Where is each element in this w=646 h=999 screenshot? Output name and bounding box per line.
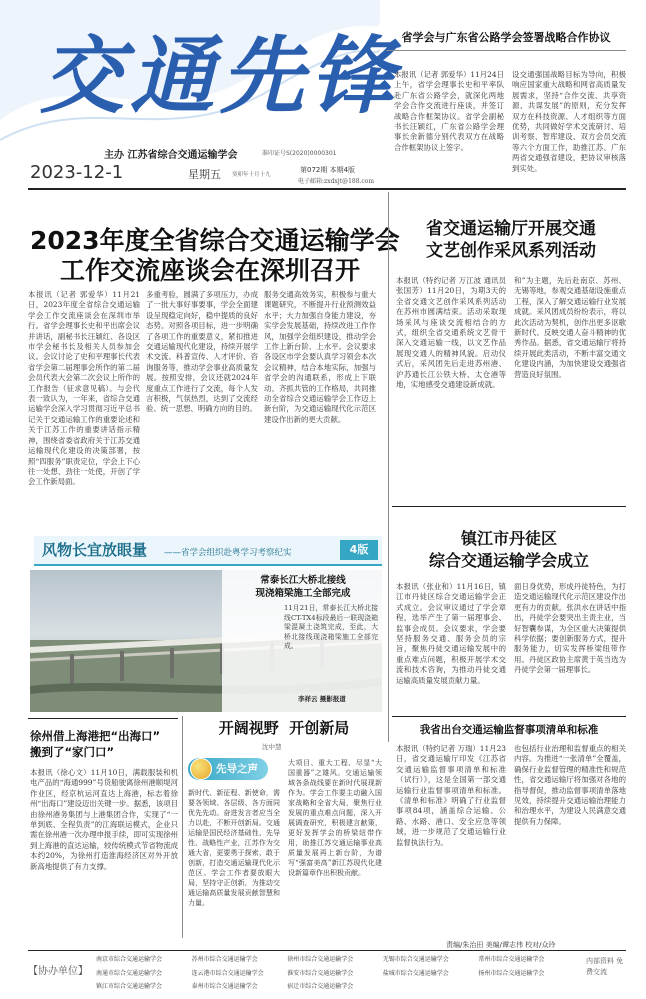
- footer-unit: 盐城市综合交通运输学会: [382, 969, 449, 977]
- right-bottom-col2: 也包括行业治理和监督重点的相关内容。为推进“一张清单”全覆盖，确保行业监督管理的精准性和规范性，省交通运输厅将加强对各地的指导督促，推动监督事项清单落地见效，持续提升交通运输治理能力和治理水平，为建设人民满意交通提供有力保障。: [514, 744, 626, 826]
- top-right-article: [386, 30, 626, 178]
- issue-weekday: 星期五: [188, 168, 221, 181]
- zhenjiang-headline-line1: 镇江市丹徒区: [460, 529, 557, 548]
- banner-subtitle: ——省学会组织赴粤学习考察纪实: [164, 548, 292, 558]
- footer-credits: 责编/朱治田 美编/谭志伟 校对/众玲: [446, 941, 556, 949]
- center-feature-byline: 沈中慧: [262, 743, 282, 751]
- main-headline-line2: 工作交流座谈会在深圳召开: [59, 256, 360, 285]
- footer-unit: 泰州市综合交通运输学会: [191, 983, 258, 991]
- issue-date: 2023-12-1: [30, 162, 124, 183]
- footer-note: 内部资料 免费交流: [586, 957, 624, 976]
- zhenjiang-col1: 本报讯（张业和）11月16日，镇江市丹徒区综合交通运输学会正式成立。会议审议通过了学会章程，选举产生了第一届理事会、监事会成员。会议要求，学会要坚持服务交通、服务会员的宗旨，聚焦丹徒交通运输发展中的重点难点问题，积极开展学术交流和技术咨询，为推动丹徒交通运输高质量发展贡献力量。: [396, 582, 506, 685]
- photo-caption-panel: [222, 570, 382, 712]
- zhenjiang-headline-line2: 综合交通运输学会成立: [428, 551, 589, 570]
- contact-email: 电子邮箱:zxdxjt@188.com: [298, 178, 375, 185]
- left-bottom-top-rule: [28, 718, 178, 719]
- top-right-divider: [386, 50, 626, 51]
- right-bottom-headline: 我省出台交通运输监督事项清单和标准: [419, 724, 599, 736]
- top-right-col1: 本报讯（记者 郭爱华）11月24日上午，省学会理事长史和平率队赴广东省公路学会，就深化两地学会合作交流进行座谈，并签订战略合作框架协议。省学会副秘书长汪颖红，广东省公路学会理事长余新德分别代表双方在战略合作框架协议上签字。: [394, 70, 504, 152]
- footer-unit: 苏州市综合交通运输学会: [191, 956, 258, 963]
- footer-unit: 南京市综合交通运输学会: [96, 956, 163, 963]
- footer-unit: 镇江市综合交通运输学会: [96, 983, 163, 991]
- right-mid-col1: 本报讯（特约记者 万江波 通讯员 张国芳）11月20日，为期3天的全省交通文艺创作采风系列活动在苏州市圆满结束。活动采取现场采风与座谈交流相结合的方式，组织全省交通系统文艺骨干深入交通运输一线，以文艺作品展现交通人的精神风貌。启动仪式后，采风团先后走进苏州港、沪苏通长江公铁大桥、太仓港等地，实地感受交通建设新成就。: [396, 276, 506, 390]
- lunar-date: 癸卯年十月十九: [232, 172, 271, 178]
- footer-label: 【协办单位】: [28, 966, 88, 977]
- main-headline-line1: 2023年度全省综合交通运输学会: [30, 226, 400, 255]
- right-mid-headline-line2: 文艺创作采风系列活动: [426, 241, 596, 261]
- right-mid-col2: 和”为主题，先后赴南京、苏州、无锡等地，参观交通基础设施重点工程，深入了解交通运输行业发展成就。采风团成员纷纷表示，将以此次活动为契机，创作出更多讴歌新时代、反映交通人奋斗精神的优秀作品。据悉，省交通运输厅将持续开展此类活动，不断丰富交通文化建设内涵，为加快建设交通强省营造良好氛围。: [514, 276, 626, 379]
- globe-icon: [190, 758, 212, 780]
- footer-units-grid: [96, 954, 572, 994]
- top-right-col2: 设交通强国战略目标为导向，积极响应国家重大战略和网省高质量发展需求，坚持“合作交流、共享资源、共谋发展”的原则，充分发挥双方在科技资源、人才组织等方面优势，共同做好学术交流研讨、培训考察、智库建设、双方会员交流等六个方面工作，助推江苏、广东两省交通强省建设，把协议审核落到实处。: [512, 70, 626, 173]
- left-bottom-headline-line2: 搬到了“家门口”: [30, 745, 115, 759]
- masthead-divider: [28, 188, 626, 190]
- main-col3: 服务交通高效务实，积极参与重大课题研究，不断提升行业预测效益水平；大力加强自身能力建设，夯实学会发展基础，持续改进工作作风，加强学会组织建设，推动学会工作上新台阶、上水平。会议要求各设区市学会要认真学习领会本次会议精神，结合本地实际，加强与省学会的沟通联系，形成上下联动、齐抓共管的工作格局，共同推动全省综合交通运输学会工作迈上新台阶，为交通运输现代化示范区建设作出新的更大贡献。: [264, 290, 376, 424]
- main-col2: 多重考验，圆满了多项压力，办成了一批大事好事要事，学会全面建设呈现稳定向好，稳中提质的良好态势。对照各项目标，进一步明确了各项工作的重要意义，紧扣推进交通运输现代化建设，持续开展学术交流、科普宣传、人才评价、咨询服务等，推动学会事业高质量发展。按照安排，会议还就2024年度重点工作进行了交流，每个人发言积极，气氛热烈，达到了交流经验、统一思想、明确方向的目的。: [146, 290, 258, 414]
- center-feature-headline: 开阔视野 开创新局: [218, 719, 350, 737]
- sponsor-line: 主办 江苏省综合交通运输学会: [104, 150, 238, 161]
- footer-unit: 徐州市综合交通运输学会: [287, 956, 354, 963]
- photo-caption: 11月21日，常泰长江大桥北接线CT-TX4标段最后一联现浇箱梁混凝土浇筑完成，至此，大桥北接线现浇箱梁施工全部完成。: [284, 604, 378, 651]
- banner-title: 风物长宜放眼量: [42, 541, 148, 559]
- registration-number: 准印证号S(2020)0000301: [262, 150, 337, 157]
- main-col1: 本报讯（记者 郭爱华）11月21日，2023年度全省综合交通运输学会工作交流座谈会在深圳市举行。省学会理事长史和平出席会议并讲话，副秘书长汪颖红、各设区市学会秘书长及相关人员参加会议。会议讨论了史和平理事长代表省学会第二届理事会所作的第二届会员代表大会第二次会议上所作的工作报告（征求意见稿）。与会代表一致认为，一年来，省综合交通运输学会深入学习贯彻习近平总书记关于交通运输工作的重要论述和关于江苏工作的重要讲话指示精神，围绕省委省政府关于江苏交通运输现代化建设的决策部署，按照“四服务”职责定位，学会上下心往一处想、劲往一处使，开创了学会工作新局面。: [28, 290, 140, 487]
- center-left-divider: [182, 716, 183, 938]
- left-bottom-headline-line1: 徐州借上海港把“出海口”: [30, 729, 161, 743]
- photo-headline-line2: 现浇箱梁施工全部完成: [255, 588, 351, 599]
- zhenjiang-top-rule: [392, 506, 626, 507]
- footer-unit: 无锡市综合交通运输学会: [382, 956, 449, 963]
- footer-unit: 扬州市综合交通运输学会: [478, 969, 545, 977]
- center-feature-col1: 新时代、新征程、新使命，需要各领域、各层级、各方面同优先先动。奋进发言者应当全力以赴，不断开创新局。交通运输是国民经济基础性、先导性、战略性产业，江苏作为交通大省，更要勇于探索、敢于创新，打造交通运输现代化示范区。学会工作者要放眼大局，坚持守正创新，为推动交通运输高质量发展贡献智慧和力量。: [188, 789, 280, 907]
- footer-unit: 常州市综合交通运输学会: [478, 956, 545, 963]
- top-right-headline: 省学会与广东省公路学会签署战略合作协议: [401, 31, 611, 44]
- center-feature-col2: 大项目、重大工程、尽显“大国重器”之雄风。交通运输领域各条战线要在新时代展现新作为。学会工作要主动融入国家战略和全省大局，聚焦行业发展的重点难点问题，深入开展调查研究，积极建言献策，更好发挥学会的桥梁纽带作用，助推江苏交通运输事业高质量发展再上新台阶，为谱写“强富美高”新江苏现代化建设新篇章作出积极贡献。: [288, 759, 382, 877]
- feature-banner: [34, 536, 382, 566]
- right-bottom-col1: 本报讯（特约记者 万瑞）11月23日，省交通运输厅印发《江苏省交通运输监督事项清单和标准（试行）》，这是全国第一部交通运输行业监督事项清单和标准。《清单和标准》明确了行业监督事项84项，涵盖综合运输、公路、水路、港口、安全应急等领域，进一步规范了交通运输行业监督执法行为。: [396, 744, 506, 847]
- zhenjiang-col2: 面日身优势，形成丹徒特色，为打造交通运输现代化示范区建设作出更有力的贡献。张洪水在讲话中指出，丹徒学会要突出主责主业，当好智囊参谋，为全区重大决策提供科学依据；要创新服务方式，提升服务能力，切实发挥桥梁纽带作用。丹徒区政协主席黄于英当选为丹徒学会第一届理事长。: [514, 582, 626, 675]
- footer-rule: [28, 950, 626, 951]
- masthead-title: 交通先锋: [40, 26, 401, 125]
- photo-headline-line1: 常泰长江大桥北接线: [260, 575, 346, 586]
- column-label-badge: [188, 756, 268, 782]
- footer-unit: 宿迁市综合交通运输学会: [287, 983, 354, 991]
- footer-unit: 连云港市综合交通运输学会: [191, 969, 264, 977]
- right-column-divider: [388, 192, 389, 742]
- banner-page-tag: 4版: [340, 540, 378, 560]
- right-mid-headline-line1: 省交通运输厅开展交通: [426, 219, 596, 239]
- footer-unit: 南通市综合交通运输学会: [96, 969, 163, 977]
- column-label: 先导之声: [216, 763, 258, 775]
- footer-unit: 淮安市综合交通运输学会: [287, 969, 354, 977]
- right-bottom-top-rule: [392, 716, 626, 717]
- issue-number: 第072期 本期4版: [300, 166, 356, 174]
- left-bottom-body: 本报讯（徐心文）11月10日，满载服装和机电产品的“海通999”号货船驶离徐州港顺堤河作业区，经京杭运河直达上海港，标志着徐州“出海口”建设迈出关键一步。据悉，该项目由徐州港务集团与上港集团合作，实现了“一单到底、全程负责”的江海联运模式，企业只需在徐州港一次办理申报手续，即可实现徐州到上海港的直达运输，较传统模式节省物流成本约20%，为徐州打造淮海经济区对外开放新高地提供了有力支撑。: [30, 768, 178, 871]
- photo-credit: 李祥云 摄影报道: [298, 695, 346, 703]
